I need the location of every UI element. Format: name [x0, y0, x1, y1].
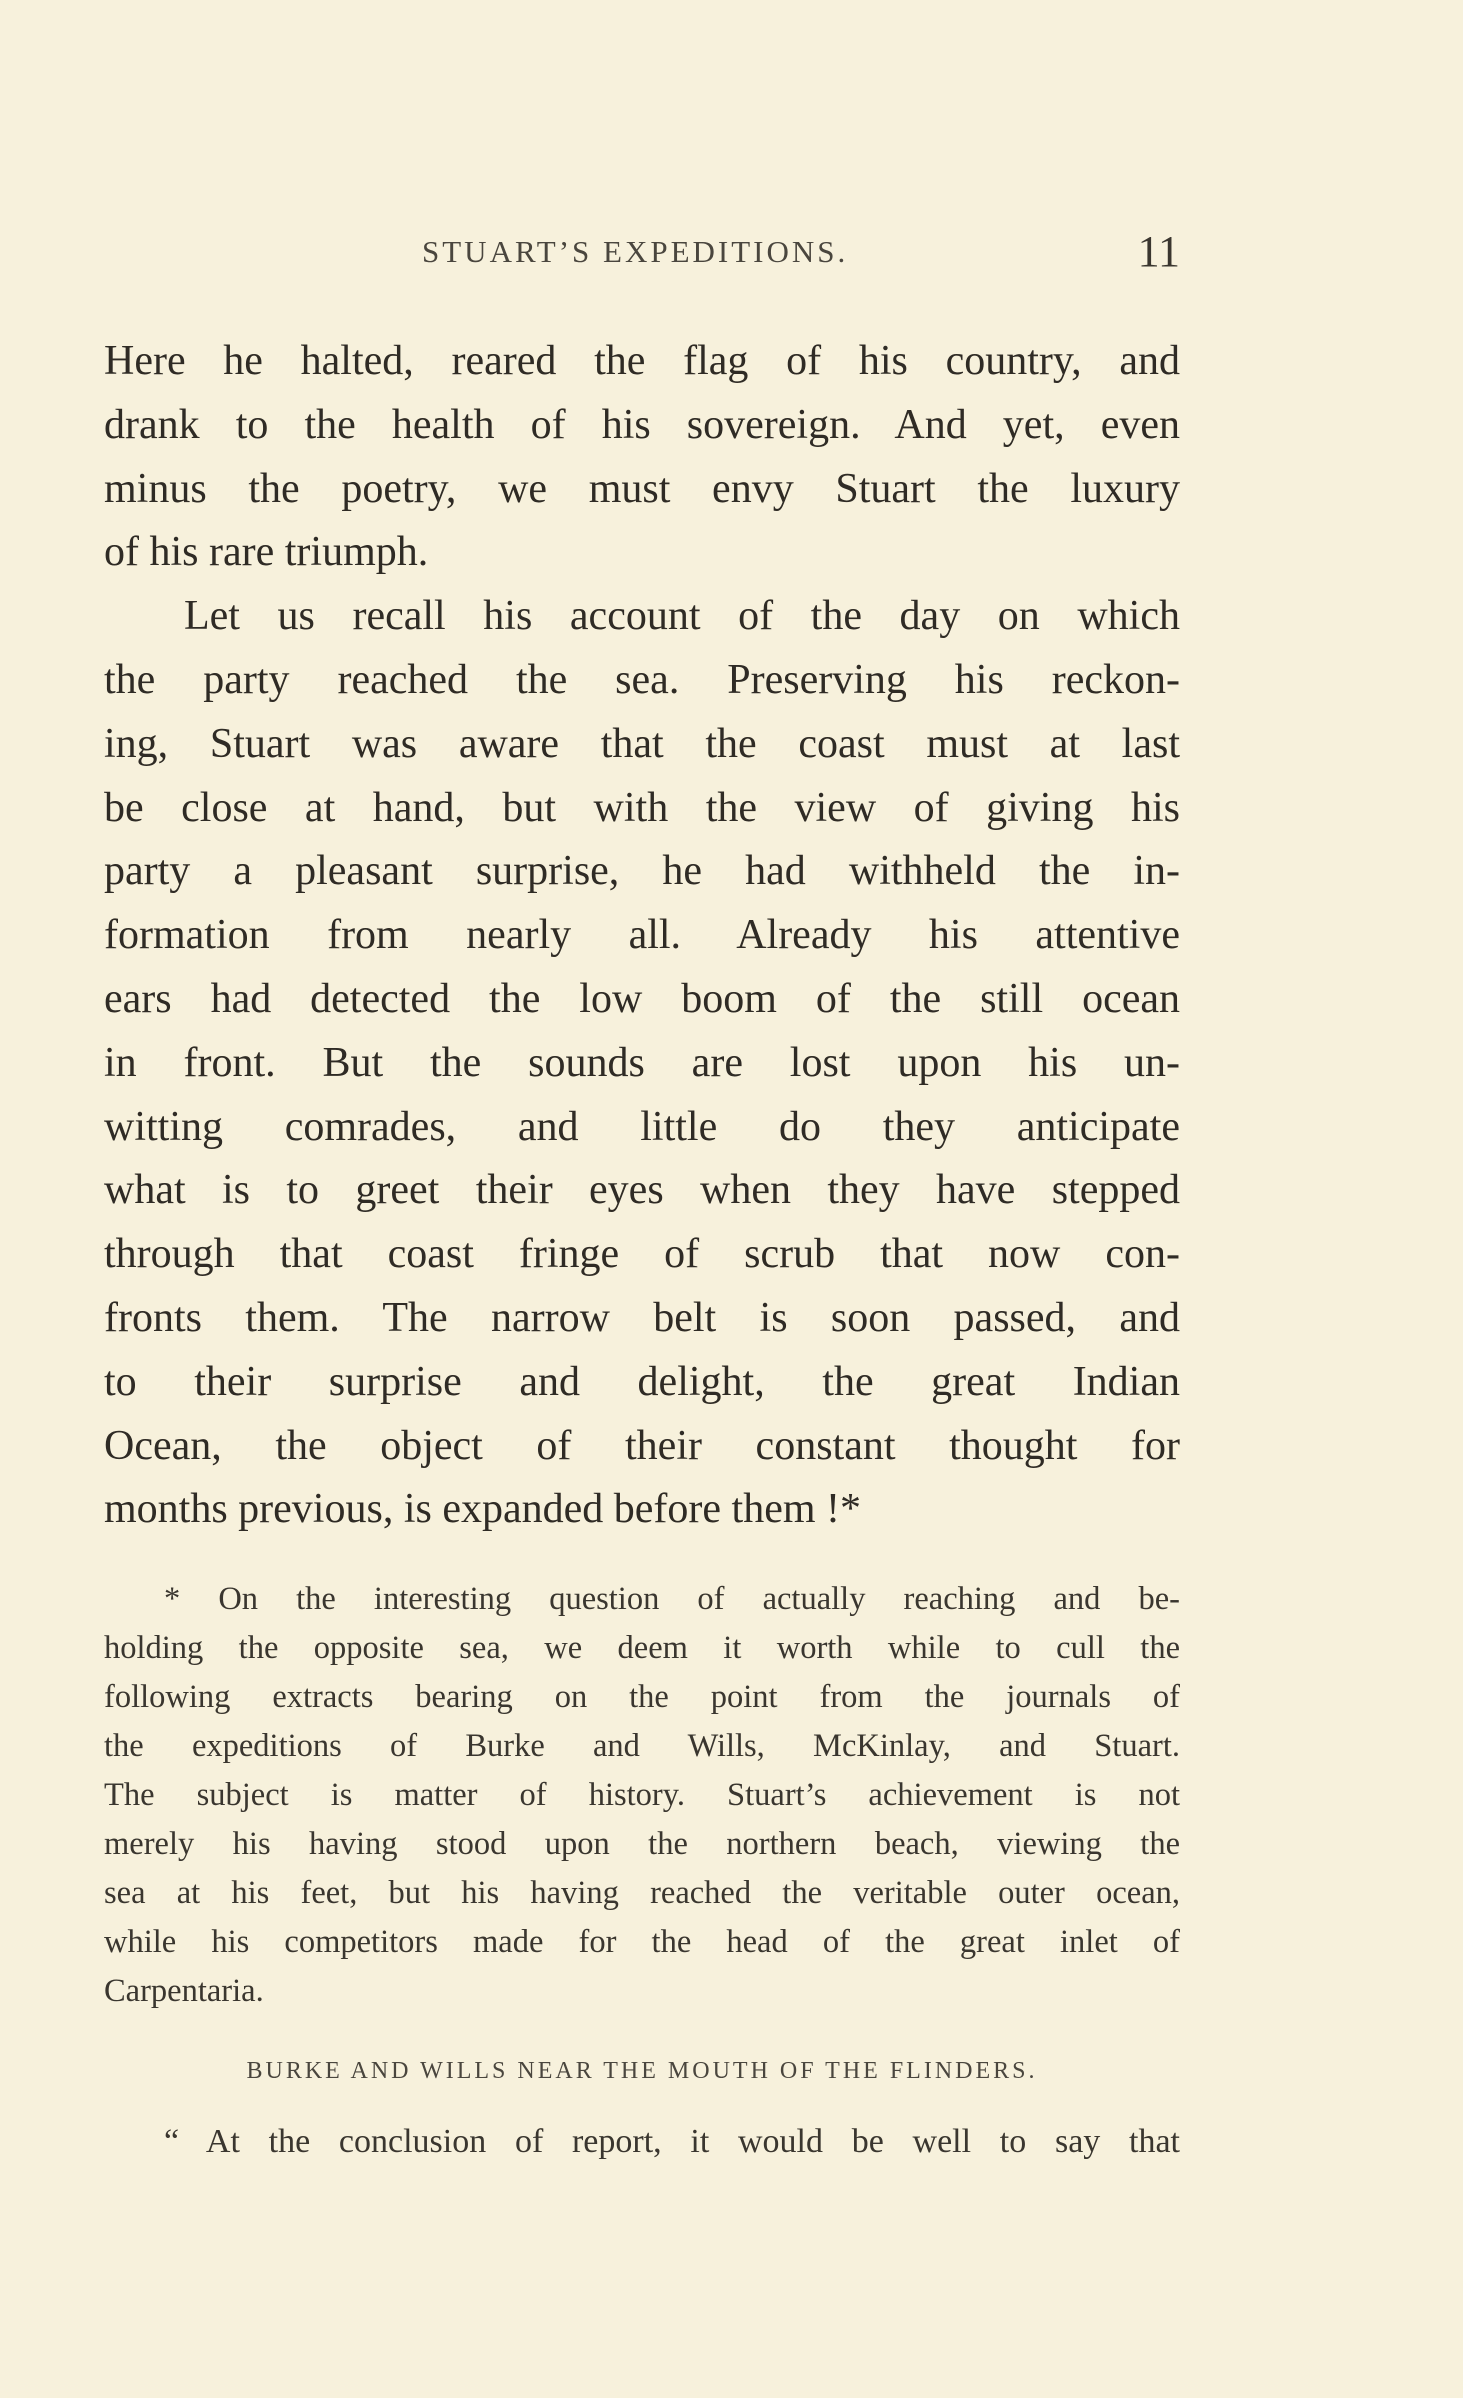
body-line: witting comrades, and little do they anticipate [104, 1103, 1180, 1150]
body-text [104, 330, 1180, 1542]
running-title: STUART’S EXPEDITIONS. [422, 234, 849, 269]
body-line: Let us recall his account of the day on which [184, 593, 1180, 640]
body-line: be close at hand, but with the view of giving his [104, 784, 1180, 831]
body-line: Ocean, the object of their constant thought for [104, 1422, 1180, 1469]
body-line: drank to the health of his sovereign. And yet, even [104, 401, 1180, 448]
section-heading: BURKE AND WILLS NEAR THE MOUTH OF THE FLINDERS. [246, 2058, 1038, 2084]
body-line: months previous, is expanded before them !* [104, 1486, 861, 1533]
page-number: 11 [1137, 227, 1180, 276]
footnote-line: sea at his feet, but his having reached the veritable outer ocean, [104, 1875, 1180, 1911]
footnote-line: while his competitors made for the head of the great inlet of [104, 1924, 1180, 1960]
body-line: ing, Stuart was aware that the coast must at last [104, 720, 1180, 767]
footnote-line: holding the opposite sea, we deem it worth while to cull the [104, 1630, 1180, 1666]
body-line: minus the poetry, we must envy Stuart the luxury [104, 465, 1180, 512]
footnote [104, 1575, 1180, 2016]
body-line: formation from nearly all. Already his attentive [104, 912, 1180, 959]
body-line: what is to greet their eyes when they have stepped [104, 1167, 1180, 1214]
footnote-line: Carpentaria. [104, 1973, 264, 2009]
body-line: party a pleasant surprise, he had withheld the in- [104, 848, 1180, 895]
footnote-line: * On the interesting question of actually reaching and be- [164, 1581, 1180, 1617]
body-line: in front. But the sounds are lost upon his un- [104, 1039, 1180, 1086]
footnote-line: The subject is matter of history. Stuart’s achievement is not [104, 1777, 1180, 1813]
quote-line: “ At the conclusion of report, it would be well to say that [164, 2123, 1180, 2160]
body-line: the party reached the sea. Preserving his reckon- [104, 656, 1180, 703]
body-line: ears had detected the low boom of the still ocean [104, 975, 1180, 1022]
body-line: of his rare triumph. [104, 529, 429, 576]
body-line: through that coast fringe of scrub that now con- [104, 1231, 1180, 1278]
body-line: to their surprise and delight, the great Indian [104, 1358, 1180, 1405]
footnote-line: merely his having stood upon the northern beach, viewing the [104, 1826, 1180, 1862]
body-line: Here he halted, reared the flag of his country, and [104, 338, 1180, 384]
footnote-line: following extracts bearing on the point from the journals of [104, 1679, 1180, 1715]
running-head [104, 226, 1180, 276]
body-line: fronts them. The narrow belt is soon passed, and [104, 1294, 1180, 1341]
footnote-line: the expeditions of Burke and Wills, McKinlay, and Stuart. [104, 1728, 1180, 1764]
